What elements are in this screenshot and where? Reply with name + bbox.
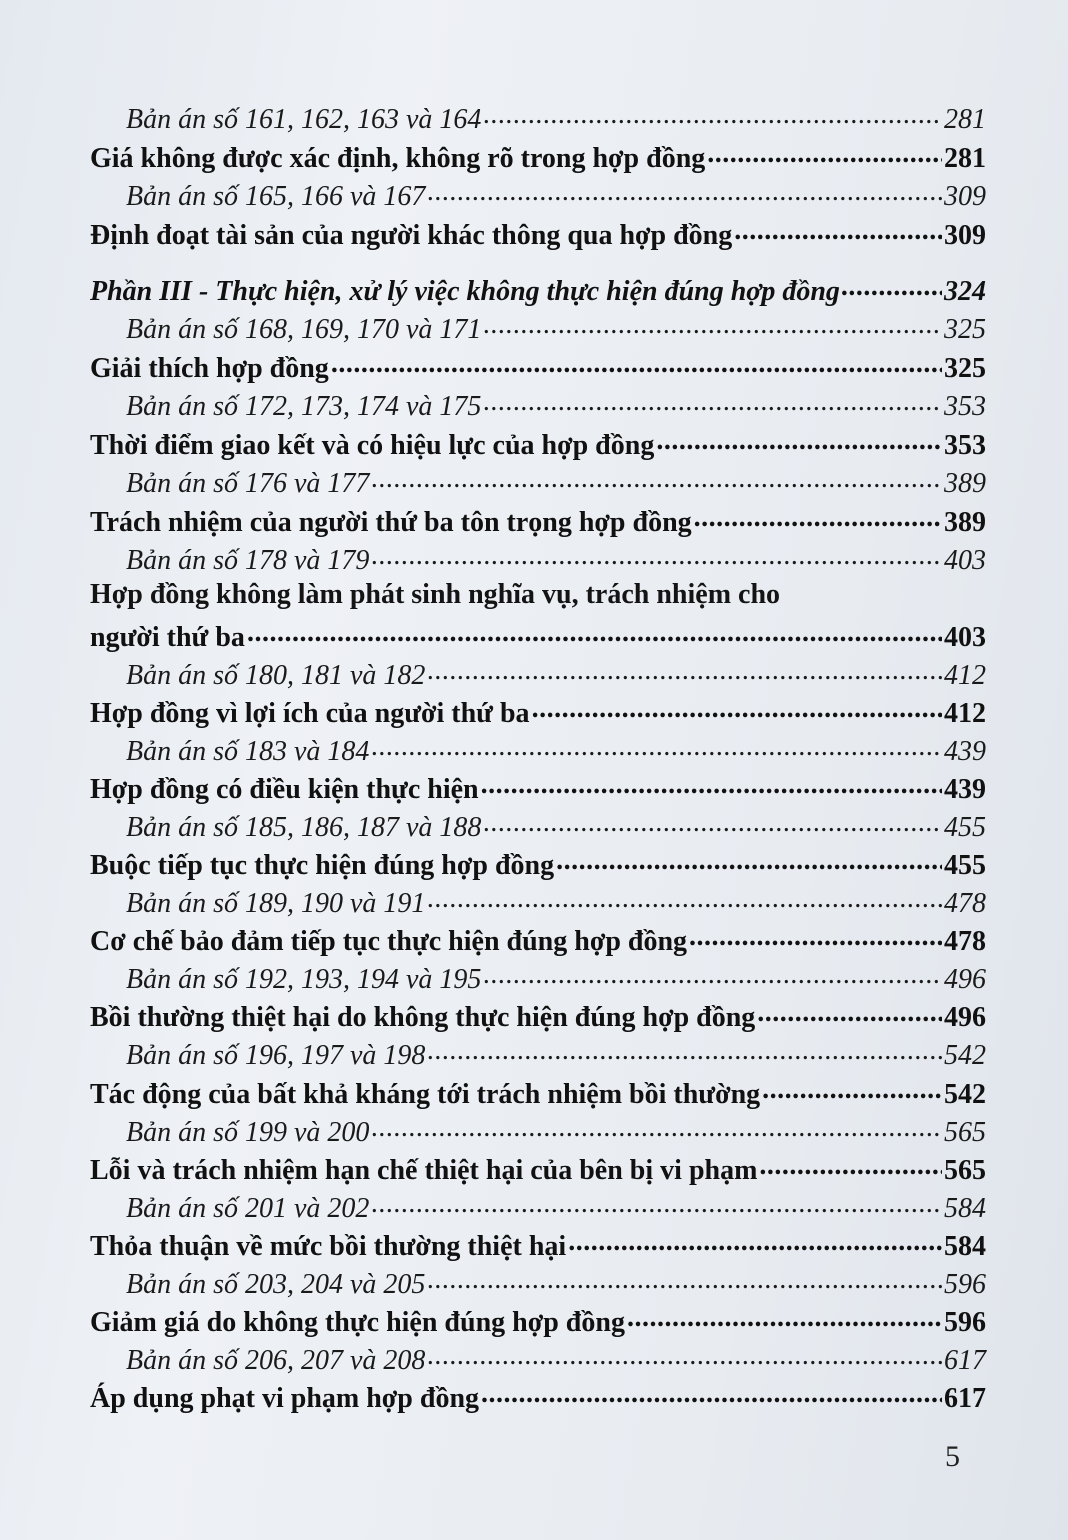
toc-entry-label: Bản án số 201 và 202: [126, 1193, 370, 1224]
toc-entry-page: 617: [944, 1345, 986, 1376]
toc-entry-case: [126, 1341, 986, 1377]
page-number: 5: [945, 1440, 960, 1473]
toc-entry-page: 455: [944, 812, 986, 843]
toc-entry-label: Cơ chế bảo đảm tiếp tục thực hiện đúng hợp đồng: [90, 926, 688, 957]
toc-entry-page: 403: [944, 545, 986, 576]
toc-entry-label: Tác động của bất khả kháng tới trách nhiệm bồi thường: [90, 1079, 761, 1110]
toc-entry-label: Bản án số 192, 193, 194 và 195: [126, 964, 482, 995]
toc-entry-case: [126, 732, 986, 768]
toc-entry-page: 281: [944, 143, 986, 174]
toc-entry-label: Bản án số 172, 173, 174 và 175: [126, 391, 482, 422]
toc-entry-case: [126, 960, 986, 996]
toc-entry-case: [126, 387, 986, 423]
toc-entry-label: người thứ ba: [90, 622, 245, 653]
toc-entry-page: 617: [944, 1383, 986, 1414]
dot-leader: [707, 139, 942, 167]
dot-leader: [762, 1075, 942, 1103]
dot-leader: [427, 1265, 942, 1293]
toc-entry-page: 496: [944, 1002, 986, 1033]
toc-entry-section: [90, 349, 986, 385]
toc-entry-case: [126, 177, 986, 213]
toc-entry-page: 565: [944, 1155, 986, 1186]
dot-leader: [483, 808, 942, 836]
toc-entry-case: [126, 464, 986, 500]
dot-leader: [483, 100, 942, 128]
toc-entry-label: Hợp đồng vì lợi ích của người thứ ba: [90, 698, 530, 729]
toc-entry-label: Thời điểm giao kết và có hiệu lực của hợp đồng: [90, 430, 655, 461]
toc-entry-section: [90, 1227, 986, 1263]
dot-leader: [427, 1036, 942, 1064]
dot-leader: [371, 541, 942, 569]
toc-entry-page: 281: [944, 104, 986, 135]
toc-entry-label: Định đoạt tài sản của người khác thông qua hợp đồng: [90, 220, 733, 251]
toc-entry-label: Bản án số 203, 204 và 205: [126, 1269, 426, 1300]
toc-entry-section: [90, 1075, 986, 1111]
toc-entry-page: 389: [944, 507, 986, 538]
toc-entry-label: Bồi thường thiệt hại do không thực hiện đúng hợp đồng: [90, 1002, 756, 1033]
toc-entry-label: Thỏa thuận về mức bồi thường thiệt hại: [90, 1231, 567, 1262]
toc-entry-case: [126, 541, 986, 577]
dot-leader: [483, 960, 942, 988]
toc-entry-label: Giảm giá do không thực hiện đúng hợp đồng: [90, 1307, 625, 1338]
toc-entry-label: Bản án số 168, 169, 170 và 171: [126, 314, 482, 345]
dot-leader: [568, 1227, 942, 1255]
toc-entry-label: Giải thích hợp đồng: [90, 353, 329, 384]
toc-entry-section: [90, 998, 986, 1034]
toc-entry-page: 309: [944, 181, 986, 212]
toc-entry-page: 584: [944, 1231, 986, 1262]
dot-leader: [627, 1303, 942, 1331]
toc-entry-label: Bản án số 189, 190 và 191: [126, 888, 426, 919]
dot-leader: [689, 922, 942, 950]
toc-entry-case: [126, 1189, 986, 1225]
toc-entry-page: 478: [944, 926, 986, 957]
toc-entry-page: 324: [944, 276, 986, 307]
dot-leader: [483, 310, 942, 338]
toc-entry-label: Phần III - Thực hiện, xử lý việc không thực hiện đúng hợp đồng: [90, 276, 840, 307]
dot-leader: [427, 177, 942, 205]
toc-entry-label: Áp dụng phạt vi phạm hợp đồng: [90, 1383, 480, 1414]
toc-entry-page: 403: [944, 622, 986, 653]
dot-leader: [842, 272, 942, 300]
dot-leader: [481, 1379, 942, 1407]
toc-entry-label: Bản án số 199 và 200: [126, 1117, 370, 1148]
toc-entry-case: [126, 1036, 986, 1072]
toc-entry-page: 412: [944, 660, 986, 691]
toc-entry-page: 439: [944, 774, 986, 805]
toc-entry-section-line1: Hợp đồng không làm phát sinh nghĩa vụ, trách nhiệm cho: [90, 579, 781, 610]
dot-leader: [247, 618, 942, 646]
toc-entry-section: [90, 1303, 986, 1339]
toc-entry-part: [90, 272, 986, 308]
dot-leader: [759, 1151, 942, 1179]
toc-entry-page: 542: [944, 1079, 986, 1110]
toc-entry-label: Lỗi và trách nhiệm hạn chế thiệt hại của bên bị vi phạm: [90, 1155, 758, 1186]
toc-entry-section: [90, 139, 986, 175]
toc-entry-label: Bản án số 196, 197 và 198: [126, 1040, 426, 1071]
toc-entry-label: Bản án số 178 và 179: [126, 545, 370, 576]
toc-entry-label: Bản án số 161, 162, 163 và 164: [126, 104, 482, 135]
dot-leader: [427, 656, 942, 684]
dot-leader: [481, 770, 942, 798]
toc-entry-label: Bản án số 180, 181 và 182: [126, 660, 426, 691]
dot-leader: [331, 349, 942, 377]
toc-entry-section: [90, 1151, 986, 1187]
toc-entry-case: [126, 656, 986, 692]
toc-entry-label: Giá không được xác định, không rõ trong hợp đồng: [90, 143, 706, 174]
toc-entry-label: Bản án số 206, 207 và 208: [126, 1345, 426, 1376]
toc-entry-section: [90, 1379, 986, 1415]
toc-entry-page: 596: [944, 1269, 986, 1300]
dot-leader: [427, 1341, 942, 1369]
toc-entry-section: [90, 618, 986, 654]
toc-entry-section: [90, 922, 986, 958]
toc-entry-label: Bản án số 165, 166 và 167: [126, 181, 426, 212]
toc-entry-section: [90, 846, 986, 882]
dot-leader: [757, 998, 942, 1026]
toc-entry-case: [126, 1265, 986, 1301]
toc-entry-label: Bản án số 183 và 184: [126, 736, 370, 767]
toc-entry-section: [90, 426, 986, 462]
toc-entry-case: [126, 100, 986, 136]
dot-leader: [656, 426, 942, 454]
dot-leader: [532, 694, 942, 722]
toc-entry-case: [126, 808, 986, 844]
dot-leader: [371, 1113, 942, 1141]
toc-entry-page: 596: [944, 1307, 986, 1338]
toc-entry-page: 325: [944, 314, 986, 345]
toc-entry-page: 496: [944, 964, 986, 995]
toc-entry-case: [126, 1113, 986, 1149]
toc-entry-page: 478: [944, 888, 986, 919]
dot-leader: [371, 1189, 942, 1217]
toc-entry-page: 353: [944, 430, 986, 461]
toc-entry-section: [90, 216, 986, 252]
toc-entry-page: 584: [944, 1193, 986, 1224]
toc-entry-page: 439: [944, 736, 986, 767]
toc-entry-page: 412: [944, 698, 986, 729]
toc-entry-page: 309: [944, 220, 986, 251]
toc-entry-label: Trách nhiệm của người thứ ba tôn trọng hợp đồng: [90, 507, 692, 538]
dot-leader: [694, 503, 942, 531]
toc-entry-label: Buộc tiếp tục thực hiện đúng hợp đồng: [90, 850, 555, 881]
dot-leader: [371, 464, 942, 492]
toc-entry-section: [90, 770, 986, 806]
toc-entry-case: [126, 884, 986, 920]
dot-leader: [427, 884, 942, 912]
toc-entry-label: Bản án số 185, 186, 187 và 188: [126, 812, 482, 843]
toc-entry-page: 325: [944, 353, 986, 384]
toc-entry-label: Bản án số 176 và 177: [126, 468, 370, 499]
toc-entry-case: [126, 310, 986, 346]
dot-leader: [371, 732, 942, 760]
dot-leader: [483, 387, 942, 415]
toc-entry-section: [90, 694, 986, 730]
toc-entry-section: [90, 503, 986, 539]
toc-entry-page: 565: [944, 1117, 986, 1148]
toc-entry-page: 389: [944, 468, 986, 499]
toc-entry-page: 542: [944, 1040, 986, 1071]
toc-entry-page: 353: [944, 391, 986, 422]
toc-entry-label: Hợp đồng có điều kiện thực hiện: [90, 774, 479, 805]
dot-leader: [556, 846, 942, 874]
dot-leader: [734, 216, 942, 244]
toc-entry-page: 455: [944, 850, 986, 881]
